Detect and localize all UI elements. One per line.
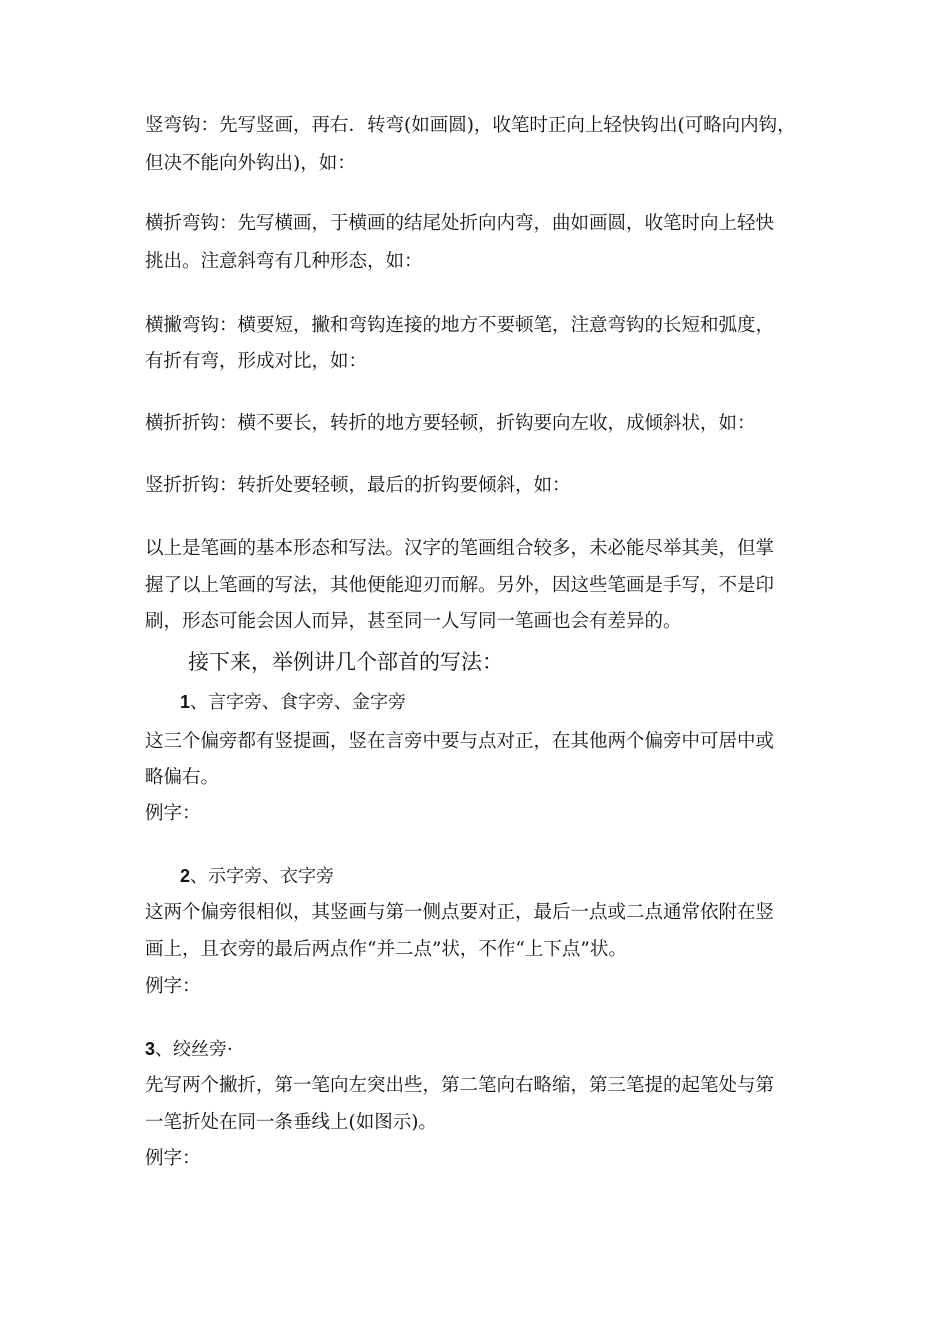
paragraph-line: 一笔折处在同一条垂线上(如图示)。 — [145, 1112, 437, 1133]
paragraph-line: 略偏右。 — [145, 767, 220, 788]
example-label: 例字： — [145, 1148, 201, 1169]
section-heading: 接下来，举例讲几个部首的写法： — [188, 650, 503, 674]
subsection-title-text: 、绞丝旁· — [155, 1039, 233, 1060]
subsection-title — [180, 690, 406, 715]
paragraph-line: 这三个偏旁都有竖提画，竖在言旁中要与点对正，在其他两个偏旁中可居中或 — [145, 731, 775, 752]
example-label: 例字： — [145, 803, 201, 824]
paragraph-line: 刷，形态可能会因人而异，甚至同一人写同一笔画也会有差异的。 — [145, 611, 682, 632]
paragraph-line: 竖弯钩：先写竖画，再右．转弯(如画圆)，收笔时正向上轻快钩出(可略向内钩， — [145, 115, 796, 136]
subsection-number: 1 — [180, 692, 191, 712]
subsection-title-text: 、示字旁、衣字旁 — [190, 866, 335, 887]
paragraph-line: 先写两个撇折，第一笔向左突出些，第二笔向右略缩，第三笔提的起笔处与第 — [145, 1075, 775, 1096]
subsection-number: 2 — [180, 866, 191, 886]
subsection-title — [180, 864, 334, 889]
paragraph-line: 这两个偏旁很相似，其竖画与第一侧点要对正，最后一点或二点通常依附在竖 — [145, 902, 775, 923]
paragraph-line: 横折折钩：横不要长，转折的地方要轻顿，折钩要向左收，成倾斜状，如： — [145, 413, 756, 434]
paragraph-line: 但决不能向外钩出)，如： — [145, 153, 356, 174]
paragraph-line: 有折有弯，形成对比，如： — [145, 351, 368, 372]
paragraph-line: 横撇弯钩：横要短，撇和弯钩连接的地方不要顿笔，注意弯钩的长短和弧度， — [145, 315, 775, 336]
subsection-title — [145, 1037, 233, 1062]
subsection-title-text: 、言字旁、食字旁、金字旁 — [190, 692, 407, 713]
paragraph-line: 以上是笔画的基本形态和写法。汉字的笔画组合较多，未必能尽举其美，但掌 — [145, 538, 775, 559]
subsection-number: 3 — [145, 1039, 156, 1059]
paragraph-line: 横折弯钩：先写横画，于横画的结尾处折向内弯，曲如画圆，收笔时向上轻快 — [145, 213, 775, 234]
example-label: 例字： — [145, 976, 201, 997]
paragraph-line: 握了以上笔画的写法，其他便能迎刃而解。另外，因这些笔画是手写，不是印 — [145, 575, 775, 596]
paragraph-line: 竖折折钩：转折处要轻顿，最后的折钩要倾斜，如： — [145, 475, 571, 496]
paragraph-line: 画上，且衣旁的最后两点作“并二点”状，不作“上下点”状。 — [145, 939, 627, 960]
paragraph-line: 挑出。注意斜弯有几种形态，如： — [145, 251, 423, 272]
